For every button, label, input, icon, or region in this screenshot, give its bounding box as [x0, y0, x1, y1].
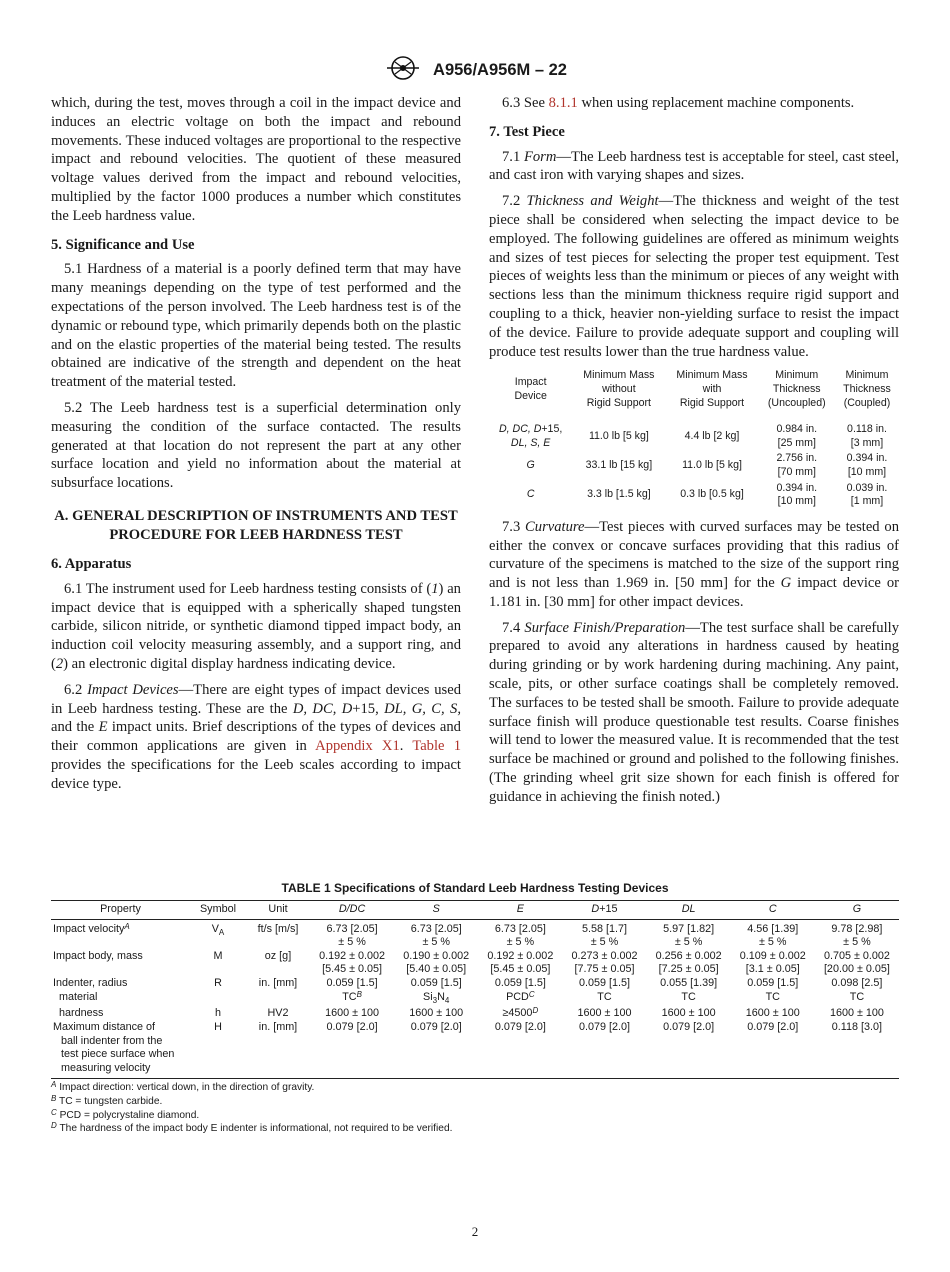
table-row: Impact velocity$^A$ $V_A$ ft/s [m/s] 6.73 [2.05] ± 5 % 6.73 [2.05] ± 5 % 6.73 [2.05] ± 5 % 5.58 [1.7] ± 5 % 5.97 [1.82] ± 5 % 4.56 [1.39] ± 5 % 9.78 [2.98] ± 5 %	[53, 921, 883, 949]
page-number: 2	[471, 1224, 479, 1239]
table-row: G 33.1 lb [15 kg] 11.0 lb [5 kg] 2.756 in. [70 mm] 0.394 in. [10 mm]	[526, 452, 888, 478]
paragraph-continued: which, during the test, moves through a coil in the impact device and induces an electric voltage on both the impact and rebound movements. These induced voltages are proportional to the respective impact and rebound velocities. The quotient of these measured voltage values derived from the impact and rebound velocities, multiplied by the factor 1000 produces a number which constitutes the Leeb hardness value.	[51, 95, 461, 224]
part-a-heading: A. GENERAL DESCRIPTION OF INSTRUMENTS AND TEST PROCEDURE FOR LEEB HARDNESS TEST	[54, 507, 458, 543]
table-1-caption: TABLE 1 Specifications of Standard Leeb Hardness Testing Devices	[281, 881, 669, 895]
section-8-1-1-link[interactable]: 8.1.1	[548, 95, 578, 111]
section-6-heading: 6. Apparatus	[51, 555, 132, 572]
footnote-d: $^D$ The hardness of the impact body E indenter is informational, not required to be verified.	[51, 1121, 453, 1135]
table-row: D, DC, D+15, DL, S, E 11.0 lb [5 kg] 4.4 lb [2 kg] 0.984 in. [25 mm] 0.118 in. [3 mm]	[499, 423, 887, 449]
table-row: Maximum distance of ball indenter from the test piece surface when measuring velocity H in. [mm] 0.079 [2.0] 0.079 [2.0] 0.079 [2.0] 0.079 [2.0] 0.079 [2.0] 0.079 [2.0] 0.118 [3.0]	[51, 1021, 899, 1079]
paragraph-7-2: 7.2 Thickness and Weight—The thickness and weight of the test piece shall be considered when selecting the impact device to be employed. The following guidelines are offered as minimum weights and sizes of test pieces for selecting the proper test equipment. Test pieces of weights less than the minimum or pieces of any weight with sections less than the minimum thickness require rigid support and coupling to a thick, heavier non-yielding surface to resist the impact of the device. Failure to provide adequate support and coupling will produce test results lower than the true hardness value.	[489, 193, 899, 360]
document-designation: A956/A956M – 22	[433, 61, 567, 79]
table-row: hardness h HV2 1600 ± 100 1600 ± 100 $\ge 4500^D$ 1600 ± 100 1600 ± 100 1600 ± 100 1600 ± 100	[59, 1006, 884, 1020]
footnote-b: $^B$ TC = tungsten carbide.	[51, 1093, 163, 1107]
paragraph-7-3: 7.3 Curvature—Test pieces with curved surfaces may be tested on either the convex or concave surfaces providing that this radius of curvature of the specimens is matched to the size of the support ring and is not less than 1.969 in. [50 mm] for the G impact device or 1.181 in. [30 mm] for other impact devices.	[489, 518, 899, 610]
paragraph-5-2: 5.2 The Leeb hardness test is a superficial determination only measuring the condition of the surface contacted. The results generated at that location do not represent the part at any other surface location and yield no information about the material at subsurface locations.	[51, 399, 461, 492]
paragraph-5-1: 5.1 Hardness of a material is a poorly defined term that may have many meanings depending on the type of test performed and the expectations of the person involved. The Leeb hardness test is of the dynamic or rebound type, which primarily depends both on the plastic and on the elastic properties of the material being tested. The results obtained are indicative of the strength and dependent on the heat treatment of the material tested.	[51, 261, 461, 391]
table-1	[51, 900, 899, 1079]
table-row: C 3.3 lb [1.5 kg] 0.3 lb [0.5 kg] 0.394 in. [10 mm] 0.039 in. [1 mm]	[526, 481, 888, 508]
table-row: Impact body, mass M oz [g] 0.192 ± 0.002 [5.45 ± 0.05] 0.190 ± 0.002 [5.40 ± 0.05] 0.192 ± 0.002 [5.45 ± 0.05] 0.273 ± 0.002 [7.75 ± 0.05] 0.256 ± 0.002 [7.25 ± 0.05] 0.109 ± 0.002 [3.1 ± 0.05] 0.705 ± 0.002 [20.00 ± 0.05]	[53, 949, 890, 976]
paragraph-7-4: 7.4 Surface Finish/Preparation—The test surface shall be carefully prepared to avoid any alterations in hardness caused by heating during grinding or by work hardening during machining. Any paint, scale, pits, or other surface coatings shall be completely removed. The surfaces to be tested shall be smooth. Failure to provide adequate surface finish will produce questionable test results. Coarse finishes will tend to lower the measured value. It is recommended that the test surface be machined or ground and polished to the following finishes. (The grinding wheel grit size shown for each finish is offered for guidance in achieving the finish noted.)	[489, 619, 899, 805]
footnote-a: $^A$ Impact direction: vertical down, in the direction of gravity.	[51, 1080, 315, 1093]
section-7-heading: 7. Test Piece	[489, 123, 565, 140]
left-column	[51, 94, 461, 801]
footnote-c: $^C$ PCD = polycrystaline diamond.	[51, 1107, 200, 1121]
minimum-size-table	[489, 368, 899, 509]
section-5-heading: 5. Significance and Use	[51, 236, 195, 253]
astm-logo-icon	[383, 56, 423, 85]
table-header-row: Property Symbol Unit D/DC S E D+15 DL C G	[51, 901, 899, 920]
paragraph-7-1: 7.1 Form—The Leeb hardness test is acceptable for steel, cast steel, and cast iron with varying shapes and sizes.	[489, 148, 900, 184]
paragraph-6-3: 6.3 See 8.1.1 when using replacement machine components.	[502, 95, 855, 111]
appendix-x1-link[interactable]: Appendix X1	[315, 738, 400, 755]
paragraph-6-1: 6.1 The instrument used for Leeb hardness testing consists of (1) an impact device that is equipped with a spherically shaped tungsten carbide, silicon nitride, or synthetic diamond tipped impact body, an induction coil velocity measuring assembly, and a support ring, and (2) an electronic digital display hardness indicating device.	[51, 580, 461, 672]
table-header-row: Impact Device Minimum Mass without Rigid Support Minimum Mass with Rigid Support Minimum Thickness (Uncoupled) Minimum Thickness (Coupled)	[514, 369, 891, 409]
page-header	[0, 56, 950, 82]
table-row: material $TC^B$ $Si_3N_4$ $PCD^C$ TC TC TC TC	[59, 989, 865, 1005]
table-footnotes	[51, 1081, 899, 1136]
paragraph-6-2: 6.2 Impact Devices—There are eight types of impact devices used in Leeb hardness testing. These are the D, DC, D+15, DL, G, C, S, and the E impact units. Brief descriptions of the types of devices and their common applications are given in Appendix X1. Table 1 provides the specifications for the Leeb scales according to impact device type.	[51, 681, 461, 792]
right-column	[489, 94, 899, 814]
table-1-link[interactable]: Table 1	[412, 738, 461, 755]
table-row: Indenter, radius R in. [mm] 0.059 [1.5] 0.059 [1.5] 0.059 [1.5] 0.059 [1.5] 0.055 [1.39] 0.059 [1.5] 0.098 [2.5]	[53, 976, 883, 989]
